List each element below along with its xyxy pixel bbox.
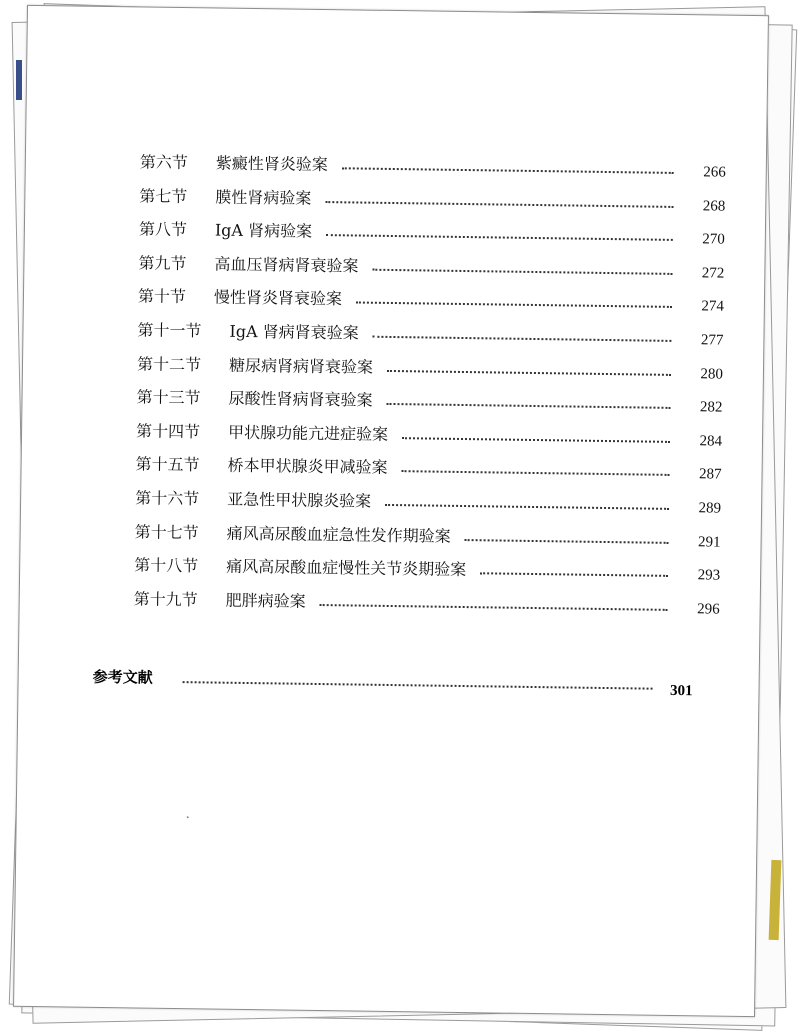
leader-dots [183, 681, 653, 690]
leader-dots [325, 201, 673, 208]
entry-page: 270 [702, 231, 725, 248]
toc-entry[interactable] [136, 416, 722, 454]
cover-edge [16, 60, 22, 100]
leader-dots [480, 572, 668, 577]
entry-title: IgA 肾病验案 [214, 220, 313, 242]
entry-title: 尿酸性肾病肾衰验案 [228, 388, 373, 410]
entry-label: 第十七节 [134, 522, 199, 542]
entry-label: 第十二节 [136, 354, 202, 374]
toc-entry[interactable] [134, 584, 720, 622]
toc-entry[interactable] [137, 349, 723, 387]
entry-label: 第十四节 [135, 421, 201, 442]
entry-label: 第七节 [139, 186, 188, 206]
entry-title: 肥胖病验案 [225, 590, 306, 611]
toc-entry[interactable] [135, 450, 721, 488]
entry-title: 痛风高尿酸血症急性发作期验案 [226, 523, 451, 546]
entry-label: 第十一节 [137, 320, 202, 341]
leader-dots [402, 437, 670, 443]
toc-references[interactable] [92, 662, 692, 700]
entry-page: 293 [697, 567, 721, 584]
entry-page: 291 [697, 533, 721, 551]
toc-page [13, 5, 769, 1017]
entry-label: 第十六节 [135, 488, 200, 509]
entry-title: 慢性肾炎肾衰验案 [213, 287, 343, 309]
toc-entry[interactable] [140, 147, 726, 185]
leader-dots [342, 167, 674, 174]
entry-page: 266 [703, 164, 726, 181]
leader-dots [326, 234, 673, 241]
entry-title: 高血压肾病肾衰验案 [214, 254, 359, 276]
entry-page: 289 [698, 500, 722, 517]
entry-label: 第十节 [137, 286, 187, 307]
references-label: 参考文献 [92, 667, 153, 687]
leader-dots [320, 604, 668, 611]
entry-title: 甲状腺功能亢进症验案 [227, 422, 389, 444]
entry-page: 287 [698, 466, 722, 484]
entry-page: 280 [700, 365, 724, 383]
leader-dots [385, 504, 669, 510]
entry-page: 284 [699, 433, 723, 450]
entry-page: 296 [697, 601, 720, 618]
toc-entry[interactable] [138, 248, 724, 286]
leader-dots [372, 336, 671, 342]
paper-speck [187, 816, 189, 818]
toc-entry[interactable] [134, 551, 720, 589]
entry-title: IgA 肾病肾衰验案 [229, 321, 359, 343]
entry-label: 第十八节 [134, 555, 199, 576]
toc-entry[interactable] [139, 181, 725, 219]
entry-page: 272 [701, 265, 725, 282]
entry-page: 274 [701, 298, 724, 316]
entry-title: 糖尿病肾病肾衰验案 [228, 355, 374, 377]
leader-dots [465, 539, 669, 544]
toc-entry[interactable] [135, 483, 721, 521]
entry-label: 第十五节 [135, 454, 200, 475]
entry-label: 第六节 [139, 152, 188, 173]
leader-dots [356, 302, 672, 308]
references-page: 301 [669, 682, 693, 700]
entry-page: 282 [699, 399, 723, 416]
entry-label: 第十九节 [133, 589, 198, 610]
entry-title: 痛风高尿酸血症慢性关节炎期验案 [226, 556, 467, 580]
toc-entry[interactable] [134, 517, 720, 555]
entry-page: 268 [702, 197, 726, 215]
toc-entry[interactable] [137, 315, 723, 353]
leader-dots [386, 403, 670, 409]
entry-title: 亚急性甲状腺炎验案 [227, 489, 372, 511]
leader-dots [402, 471, 670, 477]
entry-page: 277 [700, 332, 724, 349]
entry-label: 第八节 [138, 219, 188, 240]
entry-title: 桥本甲状腺炎甲减验案 [227, 456, 388, 478]
entry-label: 第十三节 [136, 387, 201, 408]
leader-dots [372, 269, 672, 275]
toc-entry[interactable] [136, 383, 722, 421]
entry-title: 膜性肾病验案 [215, 187, 312, 208]
toc-entry[interactable] [139, 215, 725, 253]
entry-title: 紫癜性肾炎验案 [215, 153, 328, 175]
leader-dots [387, 370, 671, 376]
toc-entry[interactable] [138, 282, 724, 320]
entry-label: 第九节 [138, 253, 187, 273]
